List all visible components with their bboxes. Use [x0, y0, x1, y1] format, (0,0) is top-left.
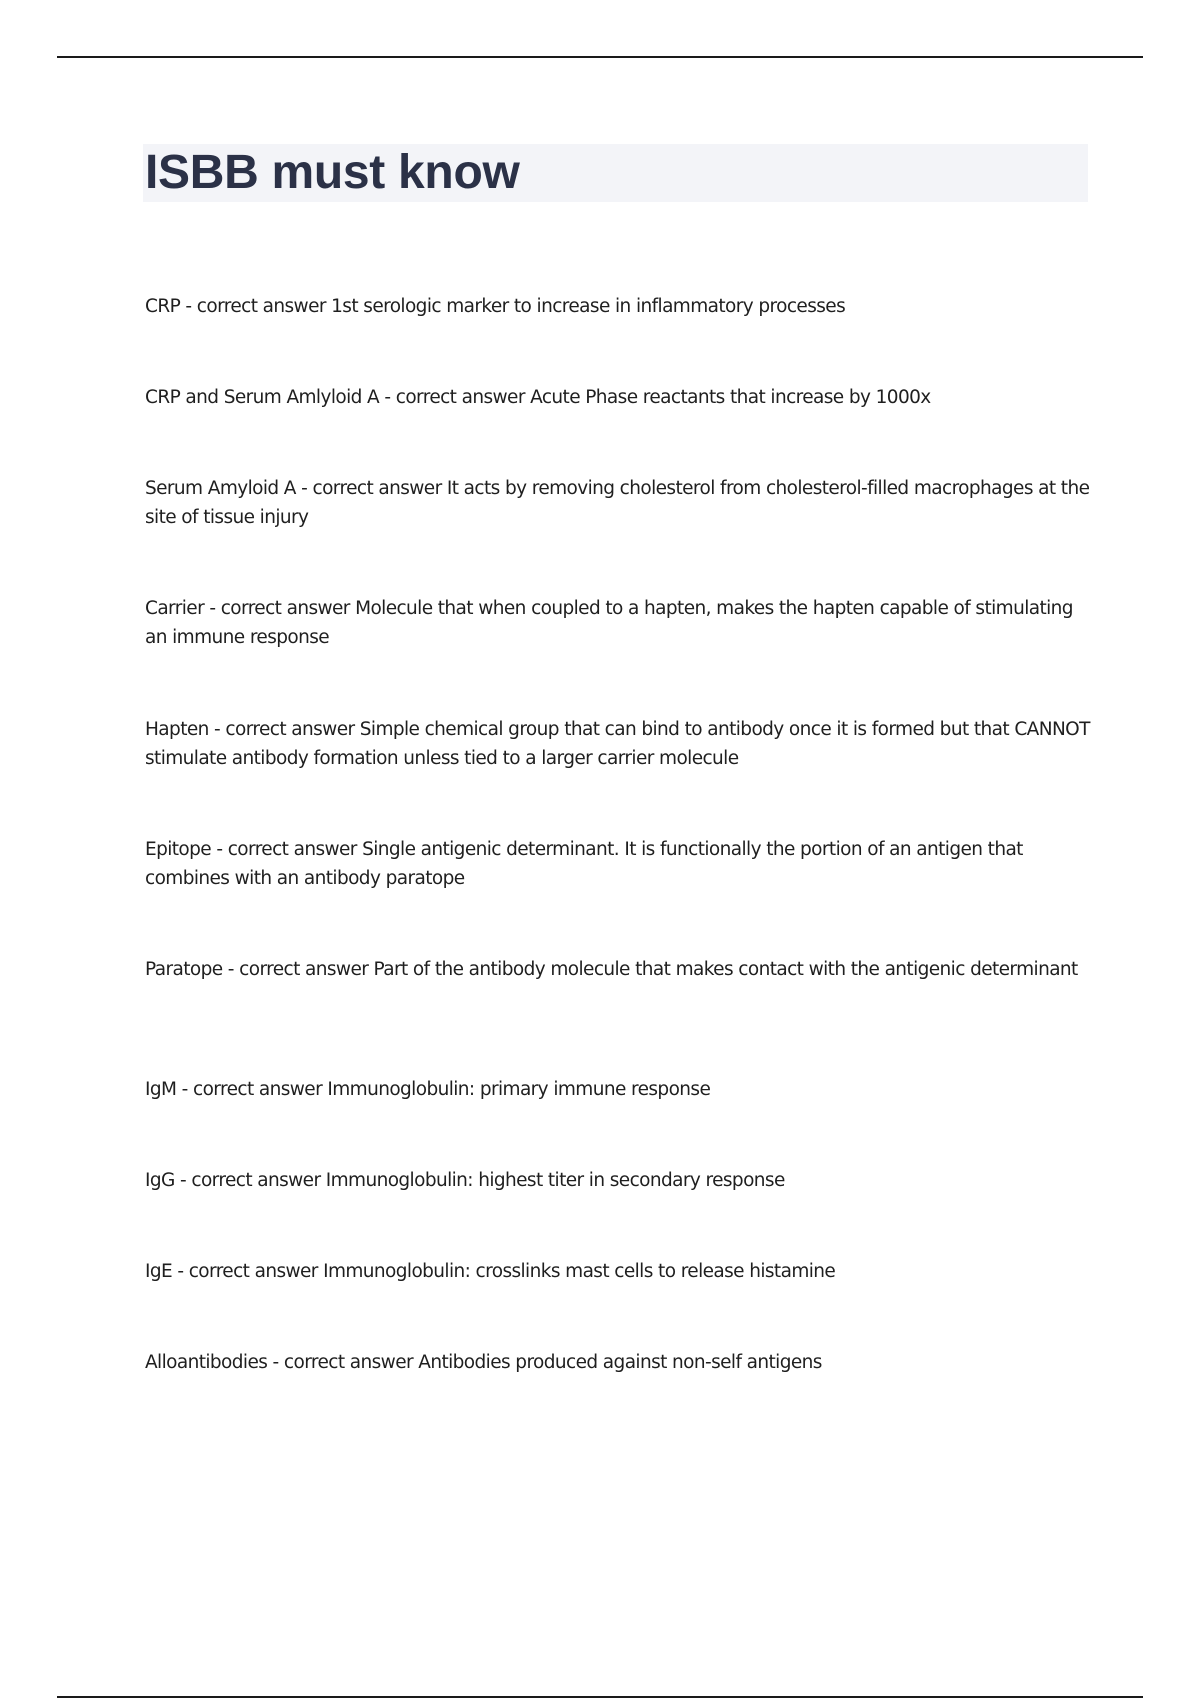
flashcard-entry [145, 594, 1095, 652]
entry-definition: Immunoglobulin: highest titer in secondary response [325, 1170, 785, 1191]
flashcard-entry [145, 1075, 1095, 1104]
entry-definition: Simple chemical group that can bind to antibody once it is formed but that CANNOT stimulate antibody formation unless tied to a larger carrier molecule [145, 719, 1090, 769]
entry-term: Carrier - [145, 598, 221, 619]
flashcard-entry [145, 1257, 1095, 1286]
entry-answer-label: correct answer [188, 1261, 318, 1282]
flashcard-entry [145, 383, 1095, 412]
entry-answer-label: correct answer [225, 719, 355, 740]
top-rule [57, 56, 1143, 58]
entry-answer-label: correct answer [283, 1352, 413, 1373]
bottom-rule [57, 1696, 1143, 1698]
entry-definition: Acute Phase reactants that increase by 1000x [530, 387, 931, 408]
entry-answer-label: correct answer [193, 1079, 323, 1100]
entry-term: Paratope - [145, 959, 239, 980]
entry-definition: Immunoglobulin: primary immune response [327, 1079, 711, 1100]
entry-term: Hapten - [145, 719, 225, 740]
entry-answer-label: correct answer [191, 1170, 321, 1191]
flashcard-entry [145, 292, 1095, 321]
entry-term: CRP - [145, 296, 197, 317]
entry-answer-label: correct answer [312, 478, 442, 499]
entry-term: IgG - [145, 1170, 191, 1191]
flashcard-entry [145, 474, 1095, 532]
entry-answer-label: correct answer [239, 959, 369, 980]
flashcard-entry [145, 1166, 1095, 1195]
entry-term: IgM - [145, 1079, 193, 1100]
entry-term: CRP and Serum Amlyloid A - [145, 387, 396, 408]
entry-definition: Antibodies produced against non-self antigens [418, 1352, 822, 1373]
entry-answer-label: correct answer [227, 839, 357, 860]
entry-definition: Molecule that when coupled to a hapten, makes the hapten capable of stimulating an immune response [145, 598, 1073, 648]
entry-definition: Single antigenic determinant. It is functionally the portion of an antigen that combines with an antibody paratope [145, 839, 1023, 889]
entry-term: Alloantibodies - [145, 1352, 284, 1373]
entry-term: Epitope - [145, 839, 228, 860]
entry-answer-label: correct answer [395, 387, 525, 408]
entry-definition: 1st serologic marker to increase in inflammatory processes [331, 296, 846, 317]
entry-definition: Part of the antibody molecule that makes contact with the antigenic determinant [373, 959, 1078, 980]
entry-term: IgE - [145, 1261, 189, 1282]
page-title: ISBB must know [145, 146, 520, 199]
entry-definition: Immunoglobulin: crosslinks mast cells to release histamine [323, 1261, 836, 1282]
entry-term: Serum Amyloid A - [145, 478, 313, 499]
entry-definition: It acts by removing cholesterol from cholesterol-filled macrophages at the site of tissue injury [145, 478, 1090, 528]
flashcard-entry [145, 1348, 1095, 1377]
flashcard-entry [145, 715, 1095, 773]
entry-answer-label: correct answer [196, 296, 326, 317]
flashcard-entry [145, 835, 1095, 893]
flashcard-entry [145, 955, 1095, 984]
entry-answer-label: correct answer [220, 598, 350, 619]
